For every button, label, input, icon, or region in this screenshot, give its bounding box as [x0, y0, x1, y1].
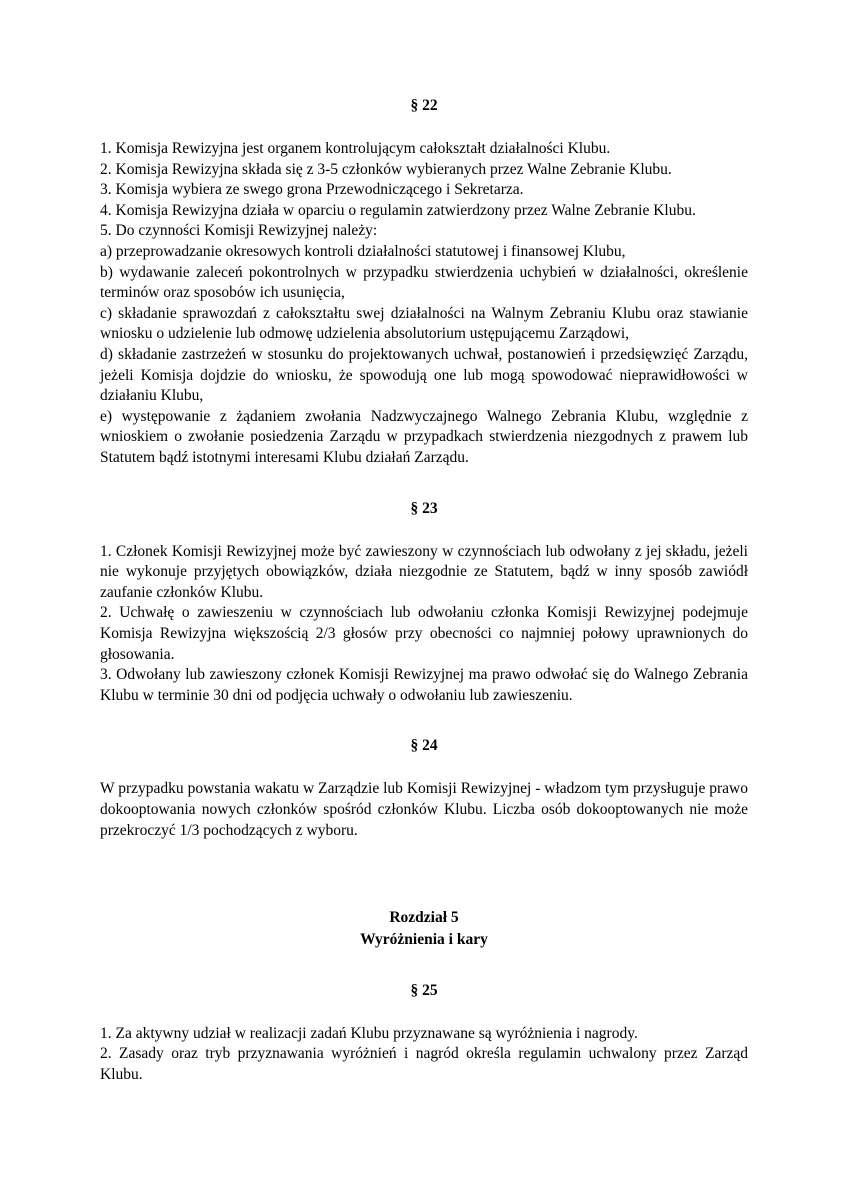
- paragraph-22-b: b) wydawanie zaleceń pokontrolnych w przypadku stwierdzenia uchybień w działalności, określenie terminów oraz sposobów ich usunięcia,: [100, 263, 748, 302]
- paragraph-22-c: c) składanie sprawozdań z całokształtu swej działalności na Walnym Zebraniu Klubu oraz stawianie wniosku o udzielenie lub odmowę udzielenia absolutorium ustępującemu Zarządowi,: [100, 304, 748, 343]
- chapter-title-line1: Rozdział 5: [389, 909, 459, 927]
- paragraph-22-4: 4. Komisja Rewizyjna działa w oparciu o regulamin zatwierdzony przez Walne Zebranie Klubu.: [100, 201, 696, 219]
- section-heading-22: § 22: [410, 97, 438, 114]
- paragraph-22-3: 3. Komisja wybiera ze swego grona Przewodniczącego i Sekretarza.: [100, 181, 524, 199]
- spacer: [100, 951, 748, 981]
- paragraph-23-3: 3. Odwołany lub zawieszony członek Komisji Rewizyjnej ma prawo odwołać się do Walnego Zebrania Klubu w terminie 30 dni od podjęcia uchwały o odwołaniu lub zawieszeniu.: [100, 666, 748, 704]
- spacer: [100, 469, 748, 499]
- spacer: [100, 117, 748, 139]
- paragraph-22-a: a) przeprowadzanie okresowych kontroli działalności statutowej i finansowej Klubu,: [100, 242, 626, 260]
- paragraph-23-2: 2. Uchwałę o zawieszeniu w czynnościach lub odwołaniu członka Komisji Rewizyjnej podejmuje Komisja Rewizyjna większością 2/3 głosów przy obecności co najmniej połowy uprawnionych do głosowania.: [100, 604, 748, 663]
- paragraph-25-2: 2. Zasady oraz tryb przyznawania wyróżnień i nagród określa regulamin uchwalony przez Zarząd Klubu.: [100, 1045, 748, 1083]
- spacer: [100, 520, 748, 542]
- paragraph-22-2: 2. Komisja Rewizyjna składa się z 3-5 członków wybieranych przez Walne Zebranie Klubu.: [100, 160, 672, 178]
- spacer: [100, 706, 748, 736]
- paragraph-22-1: 1. Komisja Rewizyjna jest organem kontrolującym całokształt działalności Klubu.: [100, 139, 611, 157]
- section-heading-23: § 23: [410, 499, 438, 517]
- spacer: [100, 841, 748, 907]
- section-heading-24: § 24: [410, 737, 438, 755]
- paragraph-22-e: e) występowanie z żądaniem zwołania Nadzwyczajnego Walnego Zebrania Klubu, względnie z wnioskiem o zwołanie posiedzenia Zarządu w przypadkach stwierdzenia niezgodnych z prawem lub Statutem bądź istotnymi interesami Klubu działań Zarządu.: [100, 407, 748, 467]
- paragraph-25-1: 1. Za aktywny udział w realizacji zadań Klubu przyznawane są wyróżnienia i nagrody.: [100, 1024, 638, 1042]
- section-heading-25: § 25: [410, 981, 438, 999]
- document-body: [100, 96, 748, 1085]
- spacer: [100, 757, 748, 779]
- paragraph-23-1: 1. Członek Komisji Rewizyjnej może być zawieszony w czynnościach lub odwołany z jej składu, jeżeli nie wykonuje przyjętych obowiązków, działa niezgodnie ze Statutem, bądź w inny sposób zawiódł zaufanie członków Klubu.: [100, 542, 748, 601]
- paragraph-22-d: d) składanie zastrzeżeń w stosunku do projektowanych uchwał, postanowień i przedsięwzięć Zarządu, jeżeli Komisja dojdzie do wniosku, że spowodują one lub mogą spowodować nieprawidłowości w działaniu Klubu,: [100, 346, 748, 405]
- chapter-title-line2: Wyróżnienia i kary: [360, 930, 488, 948]
- paragraph-22-5: 5. Do czynności Komisji Rewizyjnej należy:: [100, 222, 378, 240]
- spacer: [100, 1002, 748, 1024]
- paragraph-24-1: W przypadku powstania wakatu w Zarządzie lub Komisji Rewizyjnej - władzom tym przysługuje prawo dokooptowania nowych członków spośród członków Klubu. Liczba osób dokooptowanych nie może przekroczyć 1/3 pochodzących z wyboru.: [100, 780, 748, 839]
